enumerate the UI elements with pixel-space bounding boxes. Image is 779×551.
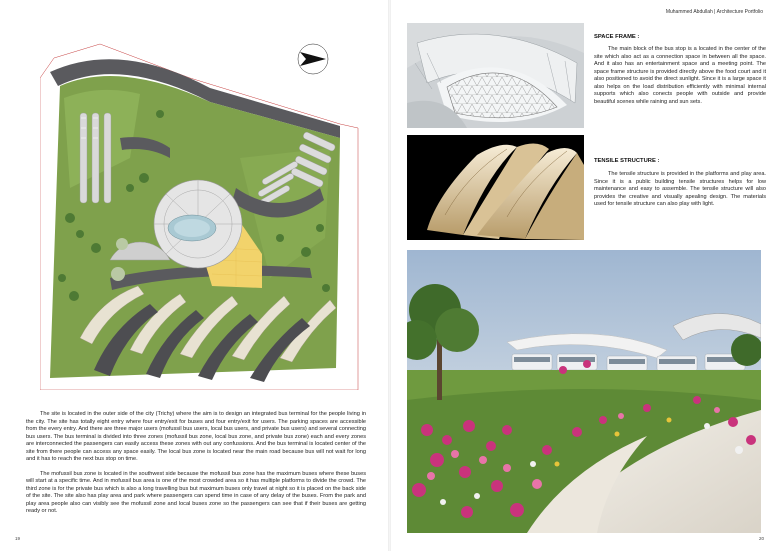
right-page-number: 20: [758, 536, 764, 541]
tensile-structure-render: [407, 135, 584, 240]
site-paragraph-2: The mofussil bus zone is located in the southwest side because the mofussil bus zone has the maximum buses where these buses will start at a specific time. And in mofussil bus area is one of the most crowded area so it has multiple platforms to divide the crowd. The third zone is for the private bus which is also a long travelling bus but maximum buses only travel at night so it is placed on the back side of the site. The site also has play area and park where passengers can spend time in case of any delay of the buses. From the park and play area people also can visibly see the mofussil zone and local buses zone so the passengers can see that if their buses are getting ready or not.: [26, 470, 366, 514]
site-description: [26, 411, 366, 516]
space-frame-description: [594, 46, 766, 106]
space-frame-title: SPACE FRAME :: [594, 34, 640, 40]
landscape-render: [407, 250, 761, 533]
tensile-title: TENSILE STRUCTURE :: [594, 158, 660, 164]
site-paragraph-1: The site is located in the outer side of the city (Trichy) where the aim is to design an integrated bus terminal for the people living in the city. The site has totally eight entry where four entry/exit for buses and four entry/exit for users. The parking spaces are accessible from the every entry. And there are three major users (mofussil bus users, local bus users, and private bus users) and several connecting bus users. The bus terminal is divided into three zones (mofussil bus zone, local bus zone, and private bus zone) each and every zones are interconnected the passengers can easily access these zones with out any confussions. And the bus terminal is located center of the site from there people can access any space easily. The local bus zone is located near the main road because bus will not wait for long and it has to reach the next bus stop on time.: [26, 411, 366, 462]
portfolio-header: Muhammed Abdullah | Architecture Portfolio: [665, 9, 763, 15]
tensile-description: [594, 171, 766, 209]
north-arrow-icon: [296, 42, 330, 76]
left-page-number: 19: [15, 536, 21, 541]
space-frame-render: [407, 23, 584, 128]
tensile-text: The tensile structure is provided in the platforms and play area. Since it is a public building tensile structures helps for low maintenance and easy to assemble. The tensile structure will also provides the creative and visually apealing design. The materials used for tensile structure can also play with light.: [594, 171, 766, 207]
site-plan-image: [40, 38, 360, 390]
page-spine: [388, 0, 391, 551]
space-frame-text: The main block of the bus stop is a located in the center of the site which also act as a connection space in between all the space. And it also has an entertainment space and a meeting point. The space frame structure is provided directly above the food court and it also positioned to avoid the direct sunlight. Since it is a large space it also helps on the load distribution efficiently with minimal internal supports which also conects people with outside and provide beautiful scenes while raining and sun sets.: [594, 46, 766, 105]
